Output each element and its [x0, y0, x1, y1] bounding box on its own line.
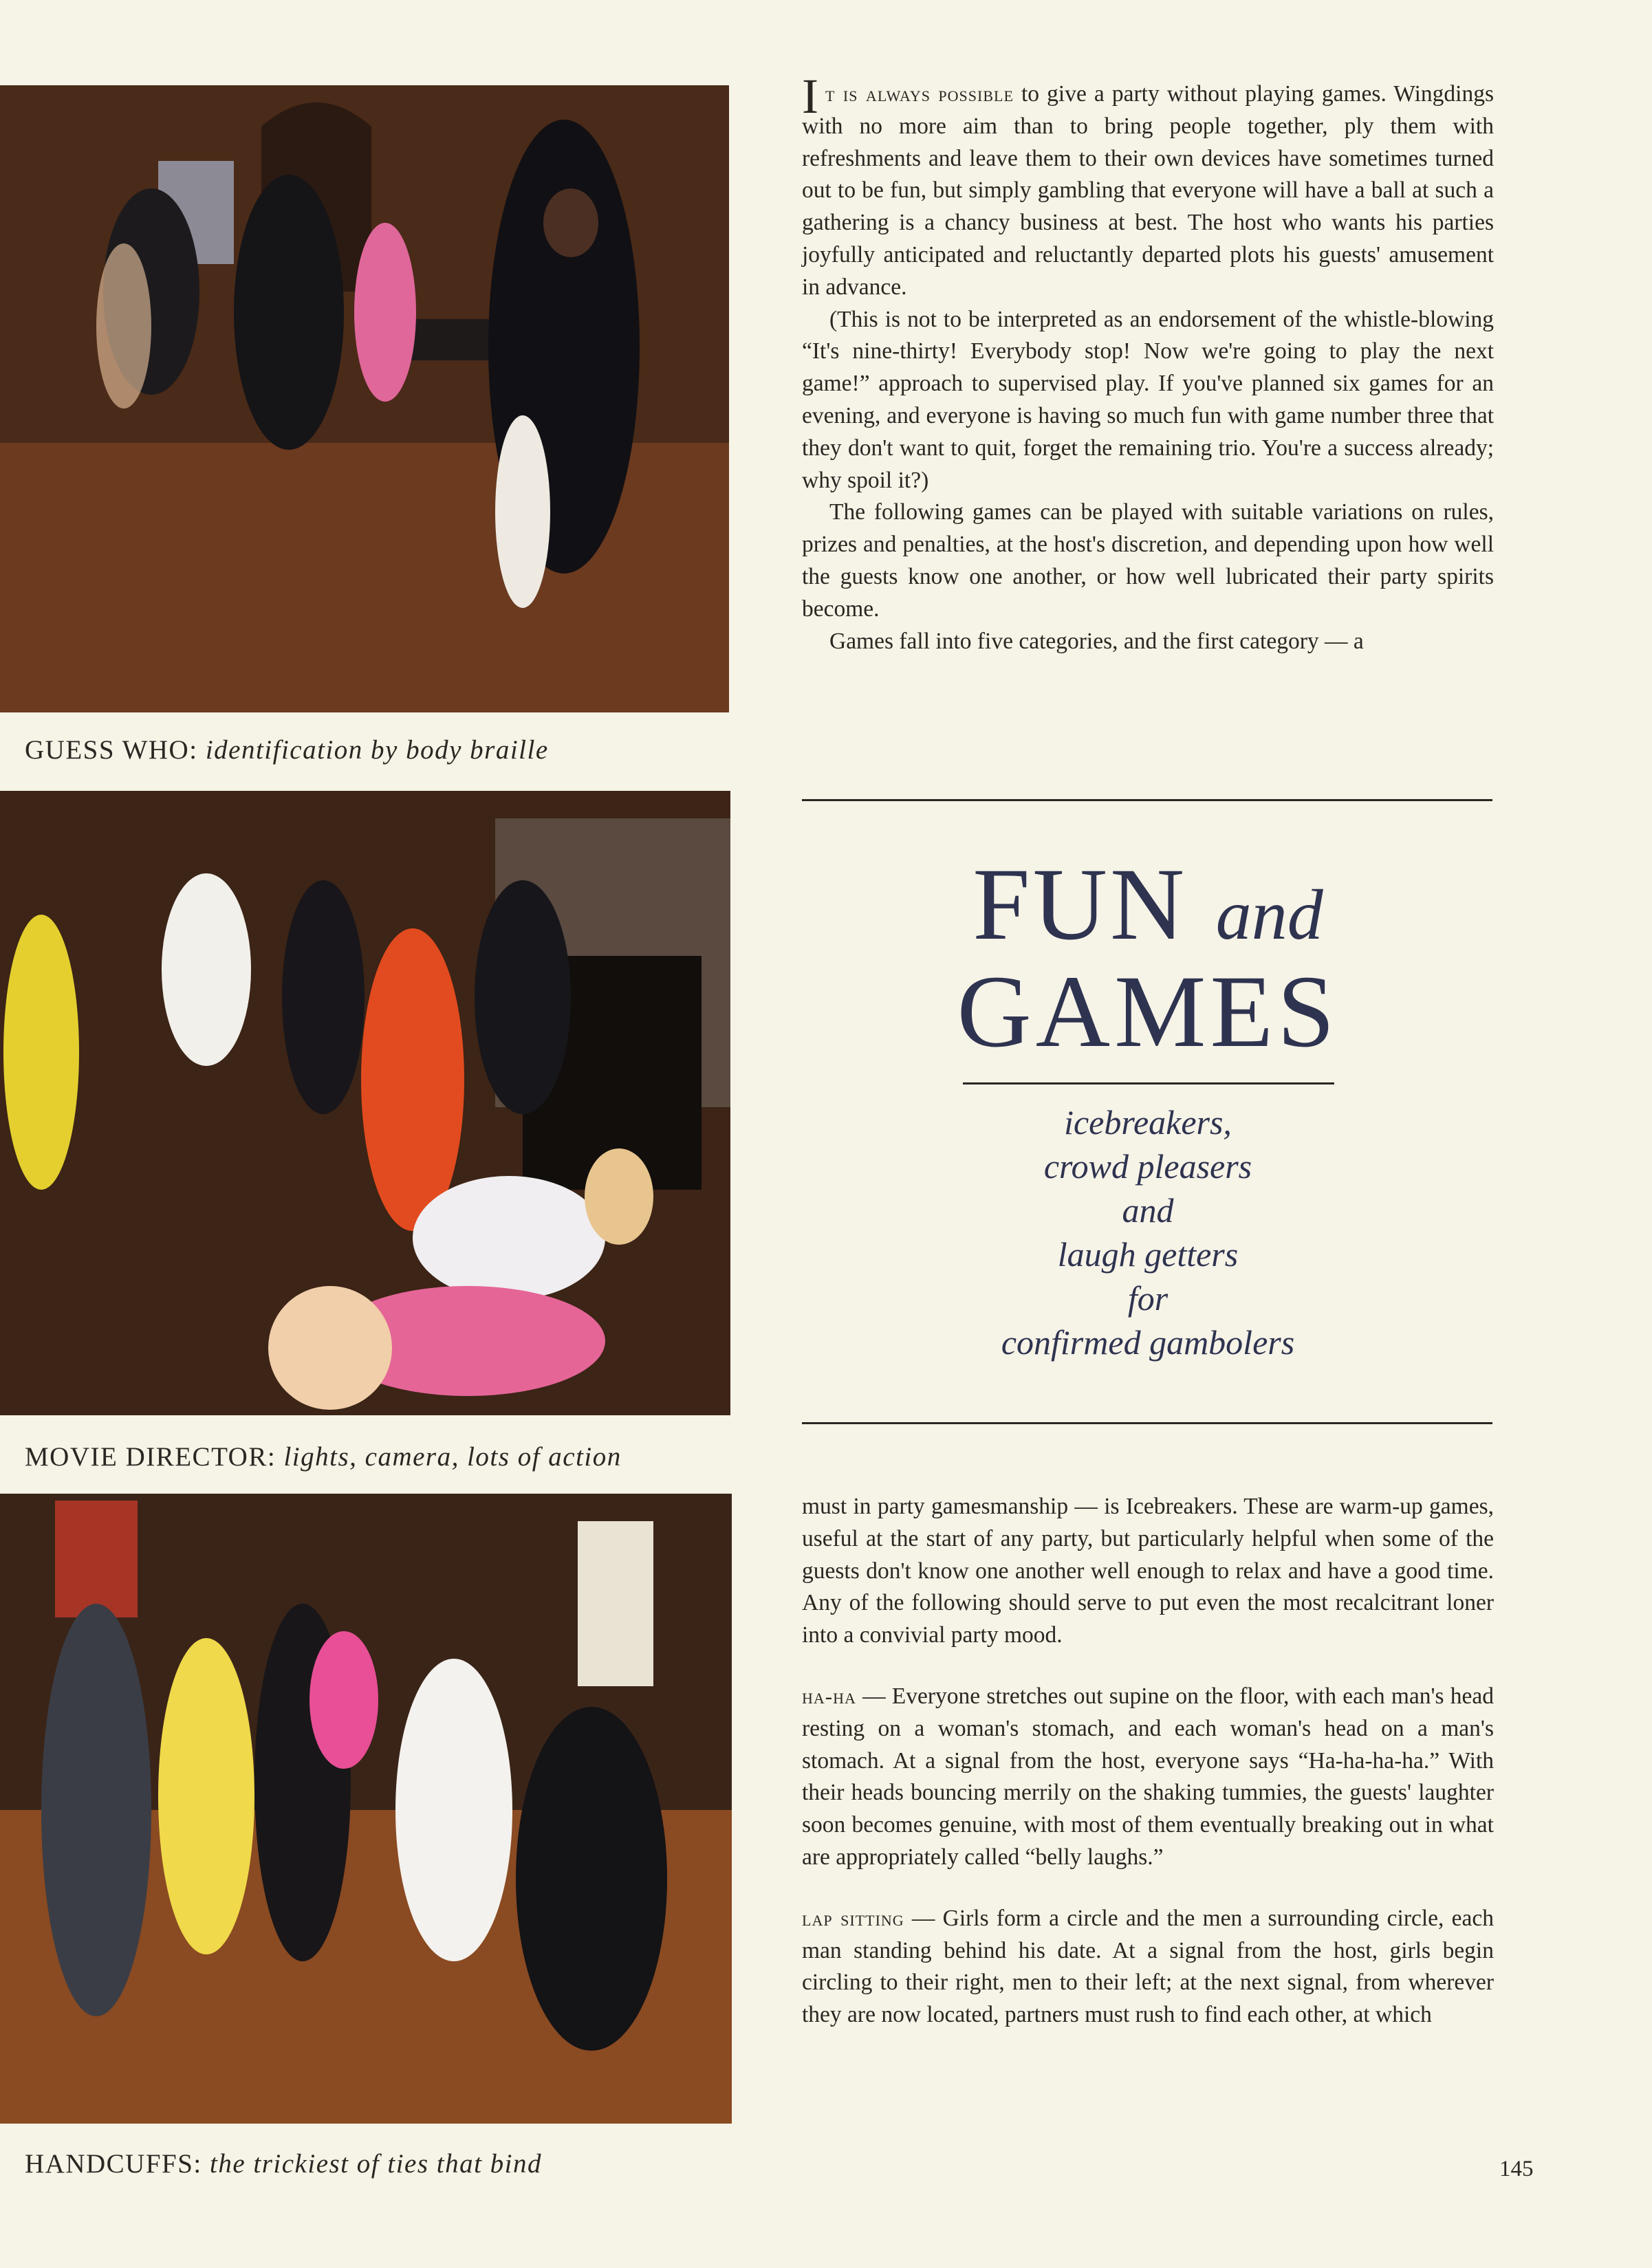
caption-desc: lights, camera, lots of action — [283, 1442, 622, 1472]
subtitle — [802, 1100, 1494, 1364]
title-word-and: and — [1215, 875, 1323, 955]
photo-guess-who-image — [0, 85, 729, 712]
caption-movie-director — [25, 1441, 622, 1472]
entry-text: Everyone stretches out supine on the floor, with each man's head resting on a woman's stomach, and each woman's head on a man's stomach. At a signal from the host, everyone says “Ha-ha-ha-ha.” With their heads bouncing merrily on the shaking tummies, the guests' laughter soon becomes genuine, with most of them eventually breaking out in what are appropriately called “belly laughs.” — [802, 1683, 1495, 1870]
continuation-column — [802, 1491, 1494, 2031]
intro-paragraph-4: Games fall into five categories, and the first category — a — [829, 628, 1364, 654]
intro-smallcaps: t is always possible — [825, 82, 1014, 106]
photo-guess-who — [0, 85, 729, 712]
photo-handcuffs — [0, 1494, 732, 2124]
entry-heading: ha-ha — [802, 1683, 856, 1708]
subtitle-line: laugh getters — [1057, 1235, 1239, 1274]
intro-p1-text: to give a party without playing games. Wingdings with no more aim than to bring people together, ply them with refreshments and leave them to their own devices have sometimes turned out to be fun, but simply gambling that everyone will have a ball at such a gathering is a chancy business at best. The host who wants his parties joyfully anticipated and reluctantly departed plots his guests' amusement in advance. — [802, 81, 1494, 300]
subtitle-line: and — [1122, 1191, 1174, 1230]
entry-heading: lap sitting — [802, 1906, 904, 1930]
continuation-paragraph: must in party gamesmanship — is Icebreakers. These are warm-up games, useful at the start of any party, but particularly helpful when some of the guests don't know one another well enough to relax and have a good time. Any of the following should serve to put even the most recalcitrant loner into a convivial party mood. — [802, 1494, 1494, 1648]
page-title-line-1 — [802, 847, 1494, 967]
intro-paragraph-2: (This is not to be interpreted as an endorsement of the whistle-blowing “It's nine-thirty! Everybody stop! Now we're going to play the next game!” approach to supervised play. If you've planned six games for an evening, and everyone is having so much fun with game number three that they don't want to quit, forget the remaining trio. You're a success already; why spoil it?) — [802, 306, 1494, 493]
entry-text: Girls form a circle and the men a surrounding circle, each man standing behind his date. At a signal from the host, girls begin circling to their right, men to their left; at the next signal, from wherever they are now located, partners must rush to find each other, at which — [802, 1905, 1495, 2028]
entry-dash: — — [862, 1683, 892, 1709]
caption-lead: HANDCUFFS: — [25, 2149, 202, 2179]
subtitle-line: for — [1127, 1279, 1169, 1318]
entry-dash: — — [911, 1905, 943, 1931]
caption-handcuffs — [25, 2148, 542, 2179]
photo-movie-director-image — [0, 791, 730, 1415]
subtitle-line: icebreakers, — [1064, 1103, 1232, 1142]
title-word-fun: FUN — [972, 847, 1188, 961]
subtitle-line: confirmed gambolers — [1001, 1323, 1295, 1362]
title-rule-middle — [963, 1082, 1334, 1084]
title-rule-bottom — [802, 1422, 1492, 1424]
subtitle-line: crowd pleasers — [1043, 1147, 1252, 1186]
photo-movie-director — [0, 791, 730, 1415]
page-title-line-2: GAMES — [957, 955, 1339, 1069]
page-number: 145 — [1499, 2157, 1534, 2181]
caption-lead: MOVIE DIRECTOR: — [25, 1442, 276, 1472]
entry-ha-ha — [802, 1681, 1494, 1874]
caption-desc: the trickiest of ties that bind — [210, 2149, 543, 2179]
entry-lap-sitting — [802, 1903, 1494, 2031]
caption-guess-who — [25, 734, 549, 765]
photo-handcuffs-image — [0, 1494, 732, 2124]
intro-paragraph-1 — [802, 69, 1494, 304]
caption-desc: identification by body braille — [205, 735, 549, 765]
intro-paragraph-3: The following games can be played with suitable variations on rules, prizes and penalties, at the host's discretion, and depending upon how well the guests know one another, or how well lubricated their party spirits become. — [802, 499, 1494, 622]
intro-column — [802, 69, 1494, 657]
drop-cap: I — [802, 69, 818, 124]
caption-lead: GUESS WHO: — [25, 735, 198, 765]
title-rule-top — [802, 799, 1492, 801]
